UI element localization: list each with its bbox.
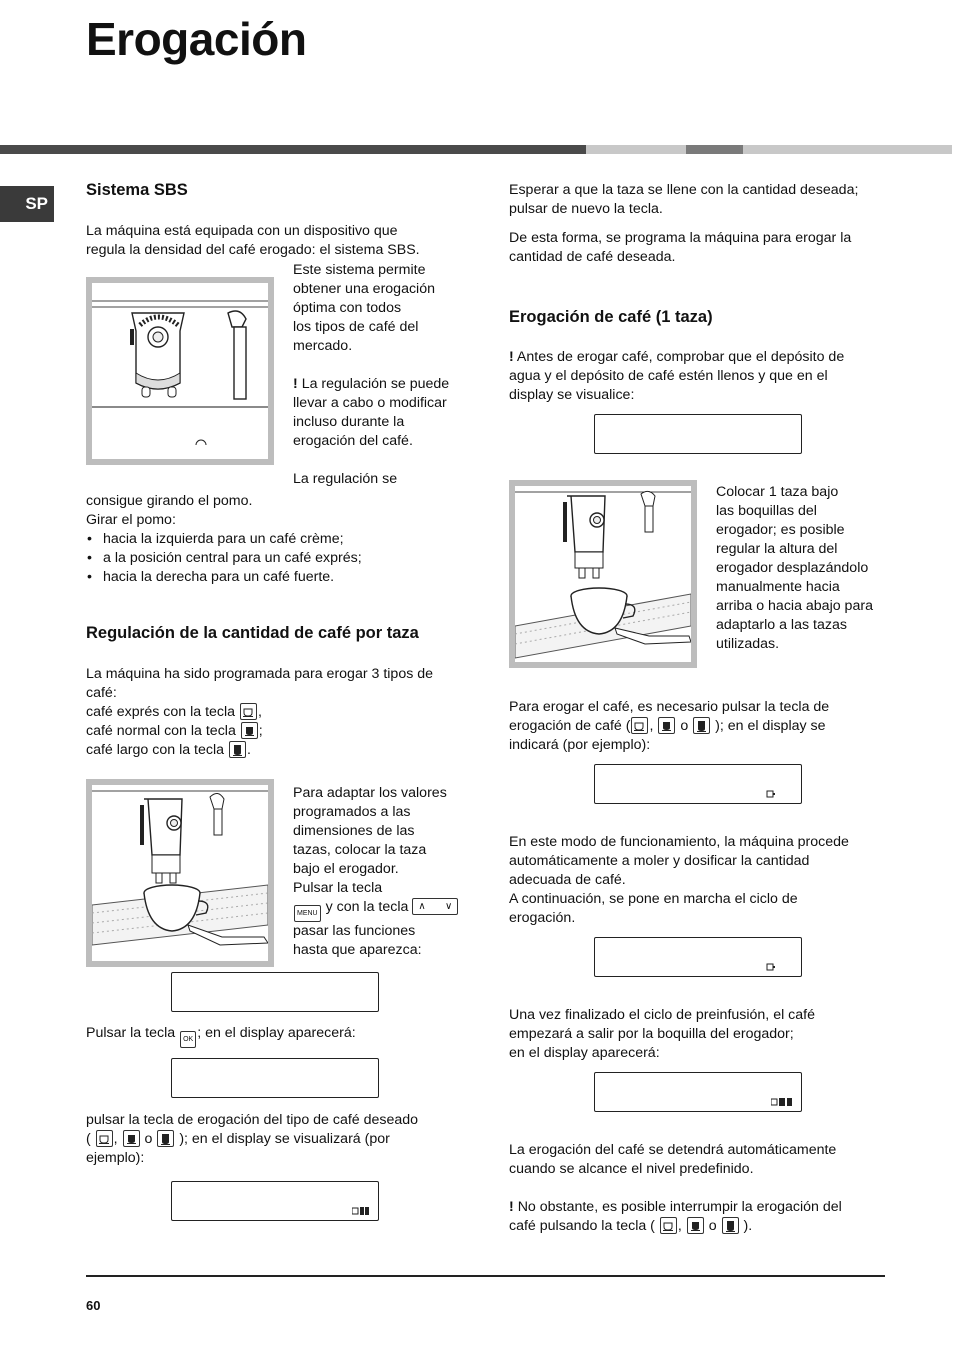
espresso-key-icon xyxy=(631,717,648,734)
erog-line-text: erogación de café ( xyxy=(509,718,631,734)
cup-machine-illustration xyxy=(515,486,691,662)
right-line: Esperar a que la taza se llene con la cantidad deseada; xyxy=(509,182,859,198)
ok-key-icon: OK xyxy=(180,1031,196,1048)
header-bar-mid xyxy=(686,145,743,154)
or-text: o xyxy=(680,718,689,734)
reg-y-con: y con la tecla xyxy=(325,899,409,915)
reg-line: café: xyxy=(86,685,117,701)
erog-side-line: utilizadas. xyxy=(716,636,780,652)
erog-side-line: Colocar 1 taza bajo xyxy=(716,484,839,500)
erog-warn-line xyxy=(509,348,899,367)
press-ok-line xyxy=(86,1024,356,1048)
reg-line-text: café exprés con la tecla xyxy=(86,704,236,720)
sbs-reg-line: La regulación se xyxy=(293,471,398,487)
or-text: o xyxy=(708,1218,717,1234)
figure-cup-under-dispenser-2 xyxy=(509,480,697,668)
cup-dispensing-icon xyxy=(771,1097,793,1107)
lcd-display-preparando-1 xyxy=(594,764,802,804)
header-bar-light-2 xyxy=(743,145,952,154)
erog-line: empezará a salir por la boquilla del erogador; xyxy=(509,1026,794,1042)
sbs-side-line: Este sistema permite xyxy=(293,262,426,278)
sbs-side-text xyxy=(293,261,473,489)
header-bar-dark xyxy=(0,145,586,154)
erog-interrupt-line xyxy=(509,1198,899,1217)
reg-line: La máquina ha sido programada para erogar 3 tipos de xyxy=(86,666,434,682)
or-text: o xyxy=(144,1131,153,1147)
normal-coffee-key-icon xyxy=(658,717,675,734)
reg-side-line: tazas, colocar la taza xyxy=(293,842,427,858)
long-coffee-key-icon xyxy=(693,717,710,734)
erog-line: erogación. xyxy=(509,910,576,926)
reg-side-line: bajo el erogador. xyxy=(293,861,399,877)
reg-line-text: café largo con la tecla xyxy=(86,742,225,758)
cup-machine-illustration xyxy=(92,785,268,961)
erog-line: automáticamente a moler y dosificar la cantidad xyxy=(509,853,810,869)
reg-side-line: Pulsar la tecla xyxy=(293,880,383,896)
reg-line-text: café normal con la tecla xyxy=(86,723,236,739)
erog-line-end: ); en el display se xyxy=(715,718,826,734)
sbs-note-line: erogación del café. xyxy=(293,433,413,449)
exclaim-mark: ! xyxy=(509,1199,514,1215)
section-heading-regulation: Regulación de la cantidad de café por taza xyxy=(86,624,419,642)
normal-coffee-key-icon xyxy=(241,722,258,739)
reg-line-end: ); en el display se visualizará (por xyxy=(179,1131,390,1147)
reg-intro xyxy=(86,665,466,760)
erog-process xyxy=(509,833,899,928)
sbs-machine-illustration xyxy=(92,283,268,459)
reg-side-line: hasta que aparezca: xyxy=(293,942,422,958)
press-ok-text: Pulsar la tecla xyxy=(86,1025,176,1041)
erog-press-key xyxy=(509,698,899,755)
espresso-key-icon xyxy=(660,1217,677,1234)
list-item: • a la posición central para un café exprés; xyxy=(86,549,466,568)
reg-side-line: programados a las xyxy=(293,804,411,820)
lcd-display-cafe-corto-program xyxy=(171,1181,379,1221)
right-line: cantidad de café deseada. xyxy=(509,249,676,265)
sbs-side-line: mercado. xyxy=(293,338,353,354)
cup-icon xyxy=(765,789,783,799)
sbs-note-line: llevar a cabo o modificar xyxy=(293,395,447,411)
lcd-display-progr xyxy=(171,972,379,1012)
sbs-turn: Girar el pomo: xyxy=(86,512,176,528)
reg-line-long: café largo con la tecla . xyxy=(86,742,251,758)
language-tab: SP xyxy=(0,186,54,222)
erog-side-text xyxy=(716,483,896,654)
erog-side-line: manualmente hacia xyxy=(716,579,840,595)
erog-line: A continuación, se pone en marcha el ciclo de xyxy=(509,891,798,907)
long-coffee-key-icon xyxy=(229,741,246,758)
section-heading-erogation: Erogación de café (1 taza) xyxy=(509,308,713,326)
figure-sbs-knob xyxy=(86,277,274,465)
erog-warn-line: display se visualice: xyxy=(509,387,635,403)
sbs-intro-line: La máquina está equipada con un dispositivo que xyxy=(86,223,398,239)
header-bar-light-1 xyxy=(586,145,686,154)
erog-after-preinfusion xyxy=(509,1006,899,1063)
erog-line-end: ). xyxy=(743,1218,753,1234)
erog-side-line: adaptarlo a las tazas xyxy=(716,617,847,633)
normal-coffee-key-icon xyxy=(123,1130,140,1147)
erog-line: adecuada de café. xyxy=(509,872,626,888)
reg-side-text xyxy=(293,784,473,960)
erog-line: en el display aparecerá: xyxy=(509,1045,660,1061)
sbs-note-line xyxy=(293,375,473,394)
cup-grinder-icon xyxy=(352,1206,370,1216)
section-heading-sbs: Sistema SBS xyxy=(86,181,188,199)
erog-line-keys: erogación de café ( , o ); en el display se xyxy=(509,718,826,734)
page-title: Erogación xyxy=(86,13,307,65)
arrow-keys-icon: ∧ ∨ xyxy=(412,898,458,915)
lcd-display-preparando-2 xyxy=(594,1072,802,1112)
list-item: • hacia la derecha para un café fuerte. xyxy=(86,568,466,587)
erog-side-line: las boquillas del xyxy=(716,503,817,519)
sbs-side-line: obtener una erogación xyxy=(293,281,435,297)
erog-line-text: café pulsando la tecla ( xyxy=(509,1218,655,1234)
sbs-note-text: La regulación se puede xyxy=(301,376,450,392)
erog-line: Una vez finalizado el ciclo de preinfusión, el café xyxy=(509,1007,815,1023)
espresso-key-icon xyxy=(240,703,257,720)
erog-line: indicará (por ejemplo): xyxy=(509,737,651,753)
reg-side-line: Para adaptar los valores xyxy=(293,785,447,801)
lcd-display-preinfusion xyxy=(594,937,802,977)
espresso-key-icon xyxy=(96,1130,113,1147)
right-line: pulsar de nuevo la tecla. xyxy=(509,201,663,217)
erog-interrupt-text: No obstante, es posible interrumpir la erogación del xyxy=(517,1199,842,1215)
erog-interrupt-keys: café pulsando la tecla ( , o ). xyxy=(509,1218,753,1234)
sbs-note-line: incluso durante la xyxy=(293,414,405,430)
reg-line: ejemplo): xyxy=(86,1150,145,1166)
footer-divider xyxy=(86,1275,885,1277)
erog-warn-line: agua y el depósito de café estén llenos y que en el xyxy=(509,368,828,384)
erog-line: La erogación del café se detendrá automáticamente xyxy=(509,1142,837,1158)
sbs-intro xyxy=(86,222,466,260)
figure-cup-under-dispenser xyxy=(86,779,274,967)
sbs-side-line: los tipos de café del xyxy=(293,319,419,335)
reg-press-type xyxy=(86,1111,476,1168)
lcd-display-select-program xyxy=(171,1058,379,1098)
list-item: • hacia la izquierda para un café crème; xyxy=(86,530,466,549)
erog-line: Para erogar el café, es necesario pulsar la tecla de xyxy=(509,699,830,715)
sbs-regulation xyxy=(86,492,466,587)
long-coffee-key-icon xyxy=(157,1130,174,1147)
reg-side-line: pasar las funciones xyxy=(293,923,416,939)
right-line: De esta forma, se programa la máquina para erogar la xyxy=(509,230,852,246)
sbs-intro-line: regula la densidad del café erogado: el sistema SBS. xyxy=(86,242,420,258)
erog-warn-text: Antes de erogar café, comprobar que el depósito de xyxy=(516,349,845,365)
right-top-text xyxy=(509,181,899,267)
erog-warning xyxy=(509,348,899,405)
erog-line: cuando se alcance el nivel predefinido. xyxy=(509,1161,754,1177)
long-coffee-key-icon xyxy=(722,1217,739,1234)
reg-line-normal: café normal con la tecla ; xyxy=(86,723,263,739)
page-number: 60 xyxy=(86,1298,101,1313)
erog-side-line: regular la altura del xyxy=(716,541,838,557)
normal-coffee-key-icon xyxy=(687,1217,704,1234)
reg-side-line: dimensiones de las xyxy=(293,823,415,839)
erog-line: En este modo de funcionamiento, la máquina procede xyxy=(509,834,849,850)
erog-side-line: erogador desplazándolo xyxy=(716,560,869,576)
sbs-side-line: óptima con todos xyxy=(293,300,402,316)
reg-line: pulsar la tecla de erogación del tipo de café deseado xyxy=(86,1112,419,1128)
erog-side-line: erogador; es posible xyxy=(716,522,845,538)
menu-key-icon: MENU xyxy=(294,905,321,922)
press-ok-text: ; en el display aparecerá: xyxy=(197,1025,356,1041)
sbs-reg-line: consigue girando el pomo. xyxy=(86,493,253,509)
reg-line-keys: ( , o ); en el display se visualizará (por xyxy=(86,1131,390,1147)
exclaim-mark: ! xyxy=(509,349,514,365)
sbs-bullet-list xyxy=(86,530,466,587)
cup-icon xyxy=(765,962,783,972)
reg-line-espresso: café exprés con la tecla , xyxy=(86,704,262,720)
lcd-display-machine-ready xyxy=(594,414,802,454)
reg-side-keys xyxy=(293,898,473,922)
erog-side-line: arriba o hacia abajo para xyxy=(716,598,873,614)
exclaim-mark: ! xyxy=(293,376,298,392)
erog-auto-stop xyxy=(509,1141,899,1236)
